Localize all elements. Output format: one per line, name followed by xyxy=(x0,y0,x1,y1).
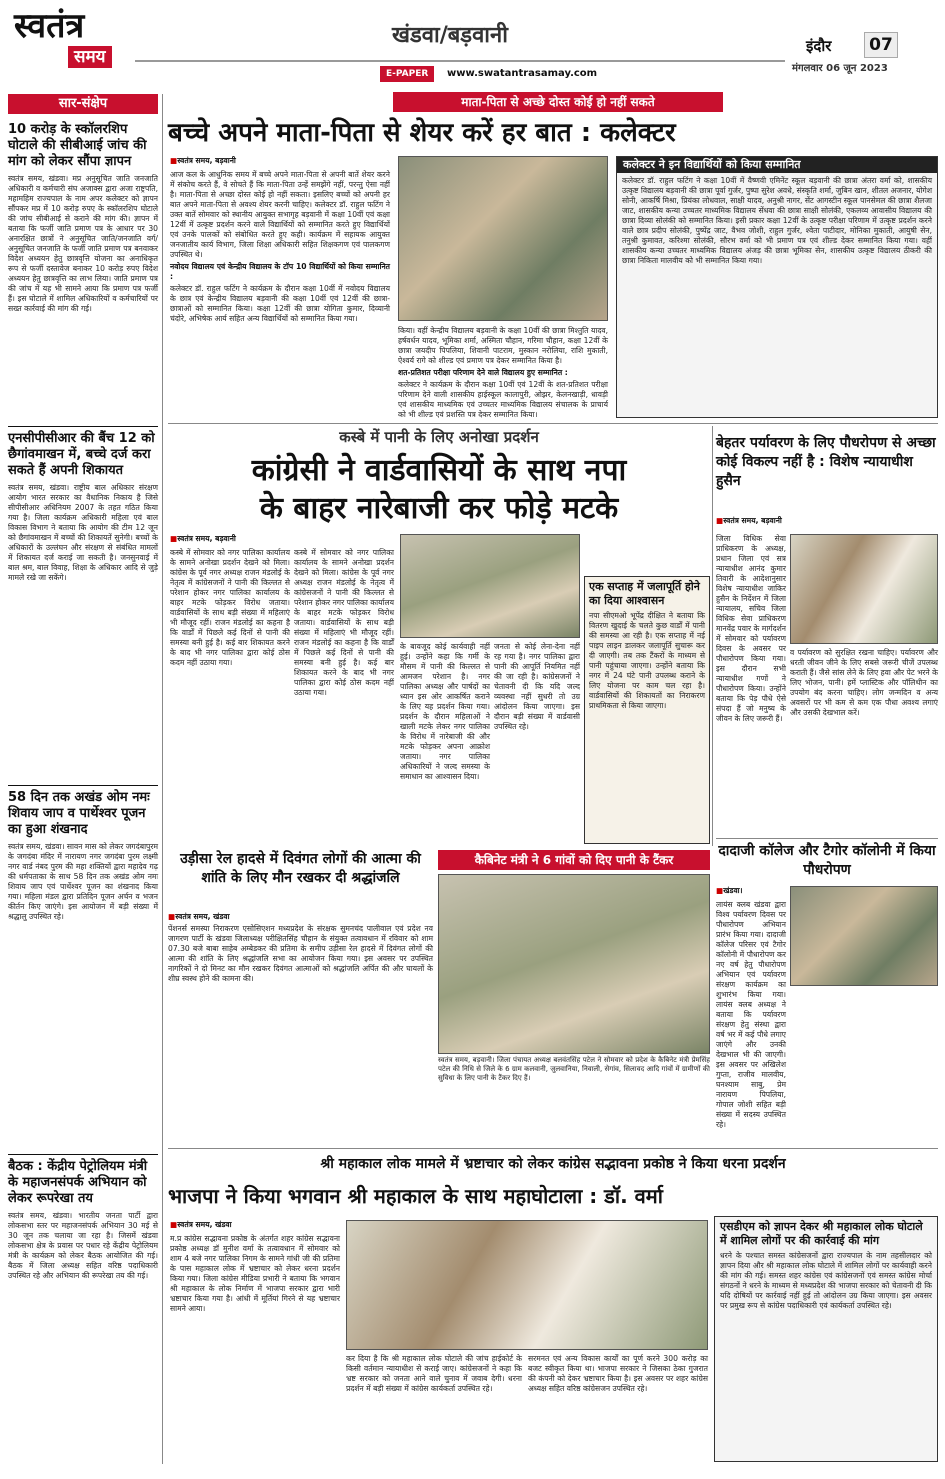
sidebar-item-headline: 58 दिन तक अखंड ओम नमः शिवाय जाप व पार्थेश्वर पूजन का हुआ शंखनाद xyxy=(8,790,150,837)
sidebar-item-body: स्वतंत्र समय, खंडवा। राष्ट्रीय बाल अधिकार संरक्षण आयोग भारत सरकार का वैधानिक निकाय है जिसे सीपीसीआर अधिनियम 2007 के तहत गठित किया गया है। जिला कार्यक्रम अधिकारी महिला एवं बाल विकास विभाग ने बताया कि आयोग की टीम 12 जून को छैगांवमाखन में बच्चों की शिकायतें सुनेगी। बच्चों के अधिकारों के उल्लंघन और संरक्षण से संबंधित मामलों में शिकायत दर्ज कराई जा सकती है। जनसुनवाई में बाल श्रम, बाल विवाह, शिक्षा के अधिकार आदि से जुड़े मामले रखे जा सकेंगे। xyxy=(8,483,158,582)
story-body-col4: जनता से कोई लेना-देना नहीं रह गया है। नगर पालिका द्वारा पानी की आपूर्ति नियमित नहीं की जा रही है। कांग्रेसजनों ने चेतावनी दी कि यदि जल्द व्यवस्था नहीं सुधरी तो उग्र आंदोलन किया जाएगा। इस दौरान बड़ी संख्या में वार्डवासी उपस्थित रहे। xyxy=(494,642,580,731)
news-photo xyxy=(790,886,938,986)
story-paragraph: आज कल के आधुनिक समय में बच्चे अपने माता-पिता से अपनी बातें शेयर करने में संकोच करते हैं, वे सोचते हैं कि माता-पिता उन्हें समझेंगे नहीं, परन्तु ऐसा नहीं है। माता-पिता से अच्छा दोस्त कोई हो नहीं सकता। इसलिए बच्चों को अपनी हर बात अपने माता-पिता से अवश्य शेयर करनी चाहिए। कलेक्टर डॉ. राहुल फटिंग ने उक्त बातें सोमवार को स्थानीय आयुक्त सभागृह बड़वानी में कक्षा 10वीं एवं कक्षा 12वीं में उत्कृष्ट प्रदर्शन करने वाले विद्यार्थियों को सम्मानित करते हुए विद्यार्थियों एवं उनके पालकों को संबोधित करते हुए कही। कार्यक्रम में सहायक आयुक्त जनजातीय कार्य विभाग, जिला शिक्षा अधिकारी सहित शिक्षकगण एवं पालकगण उपस्थित थे। xyxy=(170,170,390,259)
story-byline: ■ खंडवा। xyxy=(716,886,786,896)
story-5 xyxy=(716,434,938,834)
masthead xyxy=(0,0,945,90)
story-body-col2: कस्बे में सोमवार को नगर पालिका कार्यालय के सामने अनोखा प्रदर्शन देखने को मिला। कांग्रेस के पूर्व नगर अध्यक्ष राजन मंडलोई के नेतृत्व में कांग्रेसजनों ने पानी की किल्लत से परेशान होकर नगर पालिका कार्यालय के बाहर मटके फोड़कर विरोध जताया। वार्डवासियों के साथ बड़ी संख्या में महिलाएं भी मौजूद रहीं। राजन मंडलोई का कहना है कि वार्डों में पिछले कई दिनों से पानी की समस्या बनी हुई है। कई बार शिकायत करने के बाद भी नगर पालिका द्वारा कोई ठोस कदम नहीं उठाया गया। xyxy=(294,548,394,697)
summary-sidebar xyxy=(8,94,158,1464)
website-link[interactable]: www.swatantrasamay.com xyxy=(447,68,598,79)
divider xyxy=(712,426,713,846)
sidebar-divider xyxy=(162,94,163,1464)
story-2 xyxy=(168,426,710,846)
sidebar-title: सार-संक्षेप xyxy=(8,94,158,114)
sidebar-item-body: स्वतंत्र समय, खंडवा। सावन मास को लेकर जगदंबापुरम के जगदंबा मंदिर में नारायण नगर जगदंबा पुरम लक्ष्मी नगर वार्ड नंबद पुरम की महा शक्तियों द्वारा महादेव गढ़ की धर्मपताका के साथ 58 दिन तक अखंड ओम नमः शिवाय जाप एवं पार्थेश्वर पूजन का शंखनाद किया गया। महिला मंडल द्वारा प्रतिदिन पूजन अर्चन व भजन कीर्तन किए जाएंगे। इस आयोजन में बड़ी संख्या में श्रद्धालु उपस्थित रहे। xyxy=(8,842,158,921)
story-6 xyxy=(716,842,938,1142)
divider xyxy=(168,1148,938,1149)
sidebar-item xyxy=(8,1159,158,1479)
story-byline: ■ स्वतंत्र समय, बड़वानी xyxy=(170,534,350,544)
news-photo xyxy=(346,1220,708,1350)
sidebar-item-body: स्वतंत्र समय, खंडवा। मप्र अनुसूचित जाति जनजाति अधिकारी व कर्मचारी संघ अजाक्स द्वारा अजा राष्ट्रपति, महामहिम राज्यपाल के नाम अपर कलेक्टर को ज्ञापन सौंपकर मप्र में 10 करोड़ रुपए के स्कॉलरशिप घोटाले की जांच सीबीआई से कराने की मांग की। ज्ञापन में बताया कि फर्जी जाति प्रमाण पत्र के आधार पर 30 अनारक्षित छात्रों ने अनुसूचित जाति/जनजाति वर्ग/अनुसूचित जनजाति के फर्जी जाति प्रमाण पत्र बनवाकर विदेश अध्ययन हेतु छात्रवृत्ति योजना का अनाधिकृत रूप से फर्जी दस्तावेज बनाकर 10 करोड़ रुपए विदेश अध्ययन हेतु छात्रवृत्ति का लाभ लिया। जाति प्रमाण पत्र की जांच में यह भी सामने आया कि प्रमाण पत्र फर्जी हैं। इस घोटाले में शामिल अधिकारियों व कर्मचारियों पर सख्त कार्रवाई की मांग की गई। xyxy=(8,174,158,313)
city-label: इंदौर xyxy=(806,37,832,55)
story-headline-line-1: कांग्रेसी ने वार्डवासियों के साथ नपा xyxy=(251,453,627,488)
story-body: जिला विधिक सेवा प्राधिकरण के अध्यक्ष, प्रधान जिला एवं सत्र न्यायाधीश आनंद कुमार तिवारी के आदेशानुसार विशेष न्यायाधीश जाकिर हुसैन के निर्देशन में जिला न्यायालय, सचिव जिला विधिक सेवा प्राधिकरण मानवेंद्र पवार के मार्गदर्शन में सोमवार को पर्यावरण दिवस के अवसर पर पौधारोपण किया गया। इस दौरान सभी न्यायाधीश गणों ने पौधारोपण किया। उन्होंने बताया कि पेड़ पौधे ऐसे संपदा हैं जो मनुष्य के जीवन के लिए जरूरी हैं। xyxy=(716,534,786,723)
info-box-title: कलेक्टर ने इन विद्यार्थियों को किया सम्मानित xyxy=(617,157,937,173)
story-body: लायंस क्लब खंडवा द्वारा विश्व पर्यावरण दिवस पर पौधारोपण अभियान प्रारंभ किया गया। दादाजी कॉलेज परिसर एवं टैगोर कॉलोनी में पौधारोपण कर नए वर्ष हेतु पौधारोपण अभियान एवं पर्यावरण संरक्षण कार्यक्रम का शुभारंभ किया गया। लायंस क्लब अध्यक्ष ने बताया कि पर्यावरण संरक्षण हेतु संस्था द्वारा वर्ष भर में कई पौधे लगाए जाएंगे और उनकी देखभाल भी की जाएगी। इस अवसर पर अखिलेश गुप्ता, राजीव मालवीय, घनश्याम साबु, प्रेम नारायण पिपलिया, गोपाल जोशी सहित बड़ी संख्या में सदस्य उपस्थित रहे। xyxy=(716,900,786,1129)
sidebar-item-headline: बैठक : केंद्रीय पेट्रोलियम मंत्री के महाजनसंपर्क अभियान को लेकर रूपरेखा तय xyxy=(8,1159,148,1206)
sidebar-item xyxy=(8,431,158,781)
divider xyxy=(8,785,158,786)
story-3 xyxy=(168,850,433,1095)
story-body-col2 xyxy=(398,326,608,418)
story-subhead: शत-प्रतिशत परीक्षा परिणाम देने वाले विद्यालय हुए सम्मानित : xyxy=(398,368,568,377)
divider xyxy=(8,426,158,427)
sidebar-item-headline: 10 करोड़ के स्कॉलरशिप घोटाले की सीबीआई जांच की मांग को लेकर सौंपा ज्ञापन xyxy=(8,122,147,169)
sidebar-item xyxy=(8,790,158,1150)
info-box xyxy=(616,156,938,418)
story-body-col2: कर दिया है कि श्री महाकाल लोक घोटाले की जांच हाईकोर्ट के किसी वर्तमान न्यायाधीश से कराई जाए। कांग्रेसजनों ने कहा कि भ्रष्ट सरकार को जनता आने वाले चुनाव में जवाब देगी। धरना प्रदर्शन में बड़ी संख्या में कांग्रेस कार्यकर्ता उपस्थित रहे। xyxy=(346,1354,522,1393)
issue-date: मंगलवार 06 जून 2023 xyxy=(792,63,888,74)
logo-line-1: स्वतंत्र xyxy=(14,6,85,46)
page-header-rule xyxy=(135,60,785,62)
sidebar-item-headline: एनसीपीसीआर की बैंच 12 को छैगांवमाखन में, बच्चे दर्ज करा सकते हैं अपनी शिकायत xyxy=(8,431,155,478)
story-body-col2: व पर्यावरण को सुरक्षित रखना चाहिए। पर्यावरण और धरती जीवन जीने के लिए सबसे जरूरी चीजें उपलब्ध कराती हैं। जैसे सांस लेने के लिए हवा और पेट भरने के लिए भोजन, पानी। हमें प्लास्टिक और पॉलिथीन का उपयोग बंद करना चाहिए। लोग जन्मदिन व अन्य अवसरों पर भी कम से कम एक पौधा अवश्य लगाएं और उसकी देखभाल करें। xyxy=(790,648,938,717)
divider xyxy=(8,1154,158,1155)
story-headline: कैबिनेट मंत्री ने 6 गांवों को दिए पानी के टैंकर xyxy=(438,850,710,870)
story-byline: ■ स्वतंत्र समय, खंडवा xyxy=(168,912,433,922)
photo-caption: स्वतंत्र समय, बड़वानी। जिला पंचायत अध्यक्ष बलवंतसिंह पटेल ने सोमवार को प्रदेश के कैबिनेट मंत्री प्रेमसिंह पटेल की निधि से जिले के 6 ग्राम कलवानी, जुलवानिया, निवाली, सेगांव, सिलावद आदि गांवों में ग्रामीणों की सुविधा के लिए पानी के टैंकर दिए हैं। xyxy=(438,1056,710,1082)
logo xyxy=(14,6,126,86)
story-body: पेंशनर्स समस्या निराकरण एसोसिएशन मध्यप्रदेश के संरक्षक सुमनचंद पालीवाल एवं प्रदेश नव जागरण पार्टी के खंडवा जिलाध्यक्ष परीक्षितसिंह चौहान के संयुक्त तत्वावधान में रविवार को शाम 07.30 बजे बाबा साहेब अम्बेडकर की प्रतिमा के समीप उड़ीसा रेल हादसे में दिवंगत लोगों की आत्मा की शांति के लिए श्रद्धांजलि सभा का आयोजन किया गया। इस अवसर पर उपस्थित नागरिकों ने दो मिनट का मौन रखकर दिवंगत आत्माओं को श्रद्धांजलि अर्पित की और घायलों के शीघ्र स्वस्थ होने की कामना की। xyxy=(168,924,433,983)
story-kicker: कस्बे में पानी के लिए अनोखा प्रदर्शन xyxy=(339,428,539,446)
divider xyxy=(716,838,938,839)
story-paragraph: कलेक्टर ने कार्यक्रम के दौरान कक्षा 10वीं एवं 12वीं के शत-प्रतिशत परीक्षा परिणाम देने वाली शासकीय हाईस्कूल कालापुरी, ओझर, केलनखाड़ी, धावड़ी एवं शासकीय माध्यमिक एवं उच्चतर माध्यमिक विद्यालय संचालक के प्राचार्य को भी शील्ड एवं प्रशस्ति पत्र देकर सम्मानित किया। xyxy=(398,380,608,419)
story-byline: ■ स्वतंत्र समय, बड़वानी xyxy=(716,516,938,526)
story-headline: भाजपा ने किया भगवान श्री महाकाल के साथ महाघोटाला : डॉ. वर्मा xyxy=(168,1184,663,1208)
story-headline: दादाजी कॉलेज और टैगोर कॉलोनी में किया पौधरोपण xyxy=(718,843,936,878)
story-body-col3: के बावजूद कोई कार्यवाही नहीं हुई। उन्होंने कहा कि गर्मी के मौसम में पानी की किल्लत से आमजन परेशान है। नगर पालिका अध्यक्ष और पार्षदों का ध्यान इस ओर आकर्षित कराने के लिए यह प्रदर्शन किया गया। प्रदर्शन के दौरान महिलाओं ने खाली मटके लेकर नगर पालिका के विरोध में नारेबाजी की और मटके फोड़कर अपना आक्रोश जताया। नगर पालिका अधिकारियों ने जल्द समस्या के समाधान का आश्वासन दिया। xyxy=(400,642,490,781)
info-box-body: धरने के पश्चात समस्त कांग्रेसजनों द्वारा राज्यपाल के नाम तहसीलदार को ज्ञापन दिया और श्री महाकाल लोक घोटाले में शामिल लोगों पर कार्यवाही करने की मांग की गई। समस्त शहर कांग्रेस एवं कांग्रेसजनों एवं समस्त कांग्रेस मोर्चा संगठनों ने धरने के माध्यम से मध्यप्रदेश की भाजपा सरकार को चेतावनी दी कि यदि दोषियों पर कार्रवाई नहीं हुई तो आंदोलन उग्र किया जाएगा। इस अवसर पर प्रमुख रूप से कांग्रेस पदाधिकारी एवं कार्यकर्ता उपस्थित रहे। xyxy=(720,1251,932,1310)
story-body xyxy=(170,170,390,418)
story-headline: बेहतर पर्यावरण के लिए पौधरोपण से अच्छा कोई विकल्प नहीं है : विशेष न्यायाधीश हुसैन xyxy=(716,435,936,489)
news-photo xyxy=(400,534,580,638)
story-paragraph: कलेक्टर डॉ. राहुल फटिंग ने कार्यक्रम के दौरान कक्षा 10वीं में नवोदय विद्यालय के छात्र एवं केन्द्रीय विद्यालय बड़वानी की कक्षा 10वीं एवं 12वीं की छात्रा-छात्राओं को सम्मानित किया। कक्षा 12वीं की छात्रा योगिता कुमार, दिव्यानी चंदोरे, अभिषेक आर्य सहित अन्य विद्यार्थियों को सम्मानित किया गया। xyxy=(170,284,390,323)
sidebar-item-body: स्वतंत्र समय, खंडवा। भारतीय जनता पार्टी द्वारा लोकसभा स्तर पर महाजनसंपर्क अभियान 30 मई से 30 जून तक चलाया जा रहा है। जिसमें खंडवा लोकसभा क्षेत्र के प्रवास पर पधार रहे केंद्रीय पेट्रोलियम मंत्री के कार्यक्रम को लेकर बैठक आयोजित की गई। बैठक में जिला अध्यक्ष सहित वरिष्ठ पदाधिकारी उपस्थित रहे और अभियान की रूपरेखा तय की गई। xyxy=(8,1211,158,1280)
story-body: कस्बे में सोमवार को नगर पालिका कार्यालय के सामने अनोखा प्रदर्शन देखने को मिला। कांग्रेस के पूर्व नगर अध्यक्ष राजन मंडलोई के नेतृत्व में कांग्रेसजनों ने पानी की किल्लत से परेशान होकर नगर पालिका कार्यालय के बाहर मटके फोड़कर विरोध जताया। वार्डवासियों के साथ बड़ी संख्या में महिलाएं भी मौजूद रहीं। राजन मंडलोई का कहना है कि वार्डों में पिछले कई दिनों से पानी की समस्या बनी हुई है। कई बार शिकायत करने के बाद भी नगर पालिका द्वारा कोई ठोस कदम नहीं उठाया गया। xyxy=(170,548,290,667)
page-number: 07 xyxy=(864,32,898,58)
story-headline: बच्चे अपने माता-पिता से शेयर करें हर बात : कलेक्टर xyxy=(168,118,676,148)
info-box-title: एक सप्ताह में जलापूर्ति होने का दिया आश्वासन xyxy=(589,580,700,607)
story-7 xyxy=(168,1180,938,1464)
story-headline-line-2: के बाहर नारेबाजी कर फोड़े मटके xyxy=(259,491,619,526)
story-subhead: नवोदय विद्यालय एवं केन्द्रीय विद्यालय के टॉप 10 विद्यार्थियों को किया सम्मानित : xyxy=(170,262,390,281)
story-headline: उड़ीसा रेल हादसे में दिवंगत लोगों की आत्मा की शांति के लिए मौन रखकर दी श्रद्धांजलि xyxy=(180,851,421,886)
story-body-col3: सरमनत एवं अन्य विकास कार्यों का पूर्ण करने 300 करोड़ का बजट स्वीकृत किया था। भाजपा सरकार ने जिसका ठेका गुजरात की कंपनी को देकर भ्रष्टाचार किया है। इस अवसर पर शहर कांग्रेस अध्यक्ष सहित वरिष्ठ कांग्रेसजन उपस्थित रहे। xyxy=(528,1354,708,1393)
sidebar-item xyxy=(8,122,158,422)
story-body: म.प्र कांग्रेस सद्भावना प्रकोष्ठ के अंतर्गत शहर कांग्रेस सद्भावना प्रकोष्ठ अध्यक्ष डॉ मुनीश वर्मा के तत्वावधान में सोमवार को शाम 4 बजे नगर पालिका निगम के सामने गांधी जी की प्रतिमा के पास महाकाल लोक में भ्रष्टाचार को लेकर धरना प्रदर्शन किया गया। जिला कांग्रेस मीडिया प्रभारी ने बताया कि भगवान श्री महाकाल के लोक निर्माण में भाजपा सरकार द्वारा भारी भ्रष्टाचार किया गया है। आंधी में मूर्तियां गिरने से यह भ्रष्टाचार सामने आया। xyxy=(170,1234,340,1313)
edition-title: खंडवा/बड़वानी xyxy=(392,23,508,48)
info-box xyxy=(584,576,710,844)
news-photo xyxy=(438,874,710,1054)
divider xyxy=(168,423,938,424)
epaper-label: E-PAPER xyxy=(380,66,434,82)
banner-headline: श्री महाकाल लोक मामले में भ्रष्टाचार को लेकर कांग्रेस सद्भावना प्रकोष्ठ ने किया धरना प्रदर्शन xyxy=(320,1156,786,1172)
news-photo xyxy=(790,534,938,644)
story-1 xyxy=(168,92,938,420)
info-box xyxy=(714,1216,938,1462)
story-byline: ■ स्वतंत्र समय, खंडवा xyxy=(170,1220,340,1230)
news-photo xyxy=(398,156,608,321)
info-box-body: कलेक्टर डॉ. राहुल फटिंग ने कक्षा 10वीं में वैष्णवी एमिनेंट स्कूल बड़वानी की छात्रा अंतरा वर्मा को, शासकीय उत्कृष्ट विद्यालय बड़वानी की छात्रा पूर्वा गुर्जर, पुष्पा सुरेश अवधे, संस्कृति शर्मा, जुबिन खान, शीतल अजनार, योगेश सोनी, आकर्षि मिश्रा, प्रियंका लोधवाल, साक्षी यादव, अनुश्री नागर, सेंट आगस्टीन स्कूल पानसेमल की छात्रा शैलजा जाट, शासकीय कन्या उच्चतर माध्यमिक विद्यालय सेंधवा की छात्रा साक्षी सोलंकी, एकलव्य आवासीय विद्यालय की छात्रा दिव्या सोलंकी को सम्मानित किया। इसी प्रकार कक्षा 12वीं के उत्कृष्ट परीक्षा परिणाम में उत्कृष्ट प्रदर्शन करने वाले छात्र प्रदीप सोलंकी, पुष्पेंद्र जाट, वैभव जोशी, राहुल गुर्जर, श्वेता पाटीदार, मोनिका मुकाती, आयुषी सेन, तनुश्री कुमावत, करिश्मा सोलंकी, सौरभ वर्मा को भी प्रमाण पत्र एवं शील्ड देकर सम्मानित किया गया। वहीं शासकीय कन्या उच्चतर माध्यमिक विद्यालय अंजड़ की छात्रा भूमिका सेन, शासकीय उत्कृष्ट विद्यालय ठीकरी की छात्रा निकिता मालवीय को भी सम्मानित किया गया। xyxy=(622,176,932,265)
logo-line-2: समय xyxy=(68,46,112,68)
story-paragraph: किया। वहीं केन्द्रीय विद्यालय बड़वानी के कक्षा 10वीं की छात्रा मिश्तुति यादव, हर्षवर्धन यादव, भूमिका शर्मा, अस्मिता चौहान, गरिमा चौहान, कक्षा 12वीं के छात्रा जयदीप पिपलिया, शिवानी पाटराम, मुस्कान नरोलिया, राशि मुकाती, ऐश्वर्य रागे को शील्ड एवं प्रमाण पत्र देकर सम्मानित किया है। xyxy=(398,326,608,365)
story-kicker: माता-पिता से अच्छे दोस्त कोई हो नहीं सकते xyxy=(393,92,723,112)
info-box-title: एसडीएम को ज्ञापन देकर श्री महाकाल लोक घोटाले में शामिल लोगों पर की कार्रवाई की मांग xyxy=(720,1220,923,1247)
story-byline: ■ स्वतंत्र समय, बड़वानी xyxy=(170,156,390,166)
info-box-body: नपा सीएमओ भूपेंद्र दीक्षित ने बताया कि वितरण खुदाई के चलते कुछ वार्डों में पानी की समस्या आ रही है। एक सप्ताह में नई पाइप लाइन डालकर जलापूर्ति सुचारू कर दी जाएगी। तब तक टैंकरों के माध्यम से पानी पहुंचाया जाएगा। उन्होंने बताया कि नगर में 24 घंटे पानी उपलब्ध कराने के लिए योजना पर काम चल रहा है। वार्डवासियों की शिकायतों का निराकरण प्राथमिकता से किया जाएगा। xyxy=(589,611,705,710)
story-4 xyxy=(438,850,710,1095)
